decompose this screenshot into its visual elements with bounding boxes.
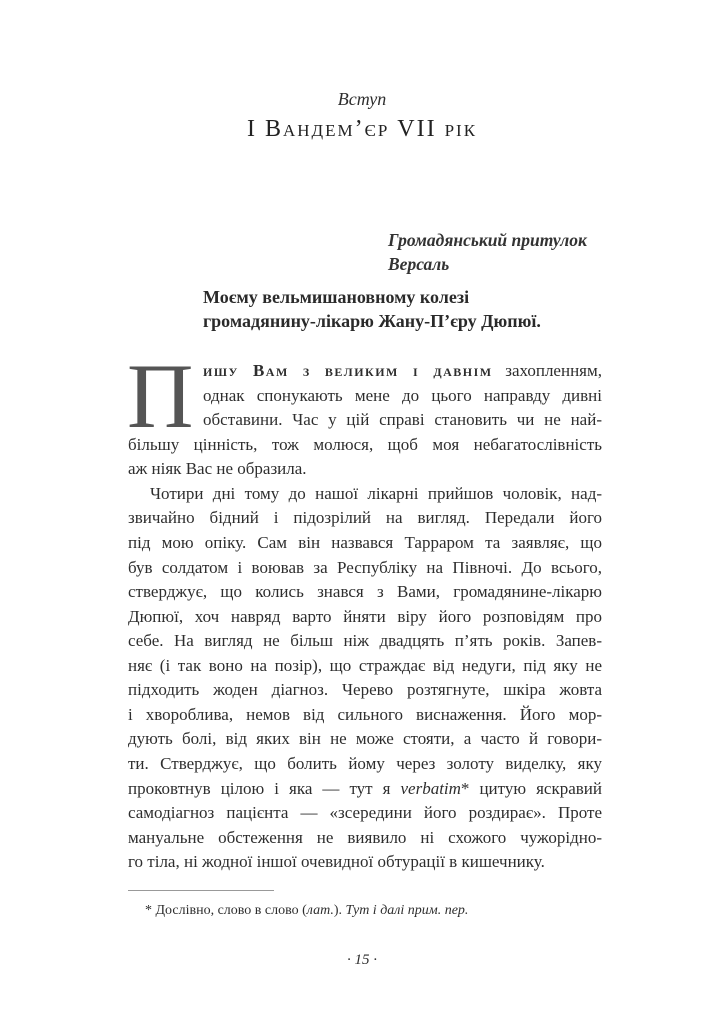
- text-line: [128, 777, 602, 802]
- lead-in: ишу Вам з великим і давнім: [203, 361, 493, 380]
- text-segment: проковтнув цілою і яка — тут я: [128, 778, 401, 798]
- letter-address-line-2: громадянину-лікарю Жану-П’єру Дюпюї.: [203, 311, 541, 331]
- latin-term: verbatim: [400, 778, 461, 798]
- text-segment: лат.: [306, 903, 334, 918]
- text-line: підходить жоден діагноз. Черево розтягнуте, шкіра жовта: [128, 680, 602, 700]
- text-line: себе. На вигляд не більш ніж двадцять п’ять років. Запев-: [128, 631, 602, 651]
- text-line: мануальне обстеження не виявило ні схожого чужорідно-: [128, 827, 602, 847]
- text-line: аж ніяк Вас не образила.: [128, 459, 307, 479]
- letter-address-line-1: Моєму вельмишановному колезі: [203, 287, 470, 307]
- text-line: більшу цінність, тож молюся, щоб моя небагатослівність: [128, 434, 602, 454]
- body-text: [128, 359, 602, 875]
- footnote-mark: *: [145, 903, 156, 918]
- footnote-ref: * цитую яскравий: [460, 778, 602, 798]
- text-line: був солдатом і воював за Республіку на Півночі. До всього,: [128, 557, 602, 577]
- chapter-pretitle: Вступ: [337, 89, 387, 109]
- text-line: дують болі, від яких він не може стояти, а часто й говори-: [128, 729, 602, 749]
- text-line: Дюпюї, хоч навряд варто йняти віру його розповідям про: [128, 606, 602, 626]
- text-line: обставини. Час у цій справі становить чи не най-: [203, 410, 602, 430]
- text-line: звичайно бідний і підозрілий на вигляд. Передали його: [128, 508, 602, 528]
- text-segment: Дослівно, слово в слово (: [155, 903, 307, 918]
- page-number: · 15 ·: [347, 952, 377, 968]
- letter-place-line-1: Громадянський притулок: [388, 230, 587, 250]
- text-line: ти. Стверджує, що болить йому через золоту виделку, яку: [128, 754, 602, 773]
- text-line: самодіагноз пацієнта — «зсередини його роздирає». Проте: [128, 803, 602, 823]
- text-segment: захопленням,: [492, 361, 602, 380]
- text-segment: ).: [333, 903, 346, 918]
- letter-place-line-2: Версаль: [388, 254, 450, 274]
- footnote-divider: [128, 890, 274, 891]
- text-line: го тіла, ні жодної іншої очевидної обтурації в кишечнику.: [128, 852, 545, 872]
- text-line: няє (і так воно на позір), що страждає від недуги, під яку не: [128, 655, 602, 675]
- text-line: [203, 359, 602, 384]
- text-line: однак спонукають мене до цього направду дивні: [203, 385, 602, 405]
- drop-cap: П: [127, 345, 194, 447]
- footnote: [145, 903, 468, 919]
- text-line: стверджує, що колись знався з Вами, громадянине-лікарю: [128, 582, 602, 602]
- text-line: під мою опіку. Сам він назвався Тарраром та заявляє, що: [128, 532, 602, 552]
- text-line: Чотири дні тому до нашої лікарні прийшов чоловік, над-: [150, 483, 602, 503]
- text-line: і хвороблива, немов від сильного виснаження. Його мор-: [128, 704, 602, 724]
- chapter-title: I Вандем’єр VII рік: [246, 116, 478, 142]
- translator-note: Тут і далі прим. пер.: [345, 903, 469, 918]
